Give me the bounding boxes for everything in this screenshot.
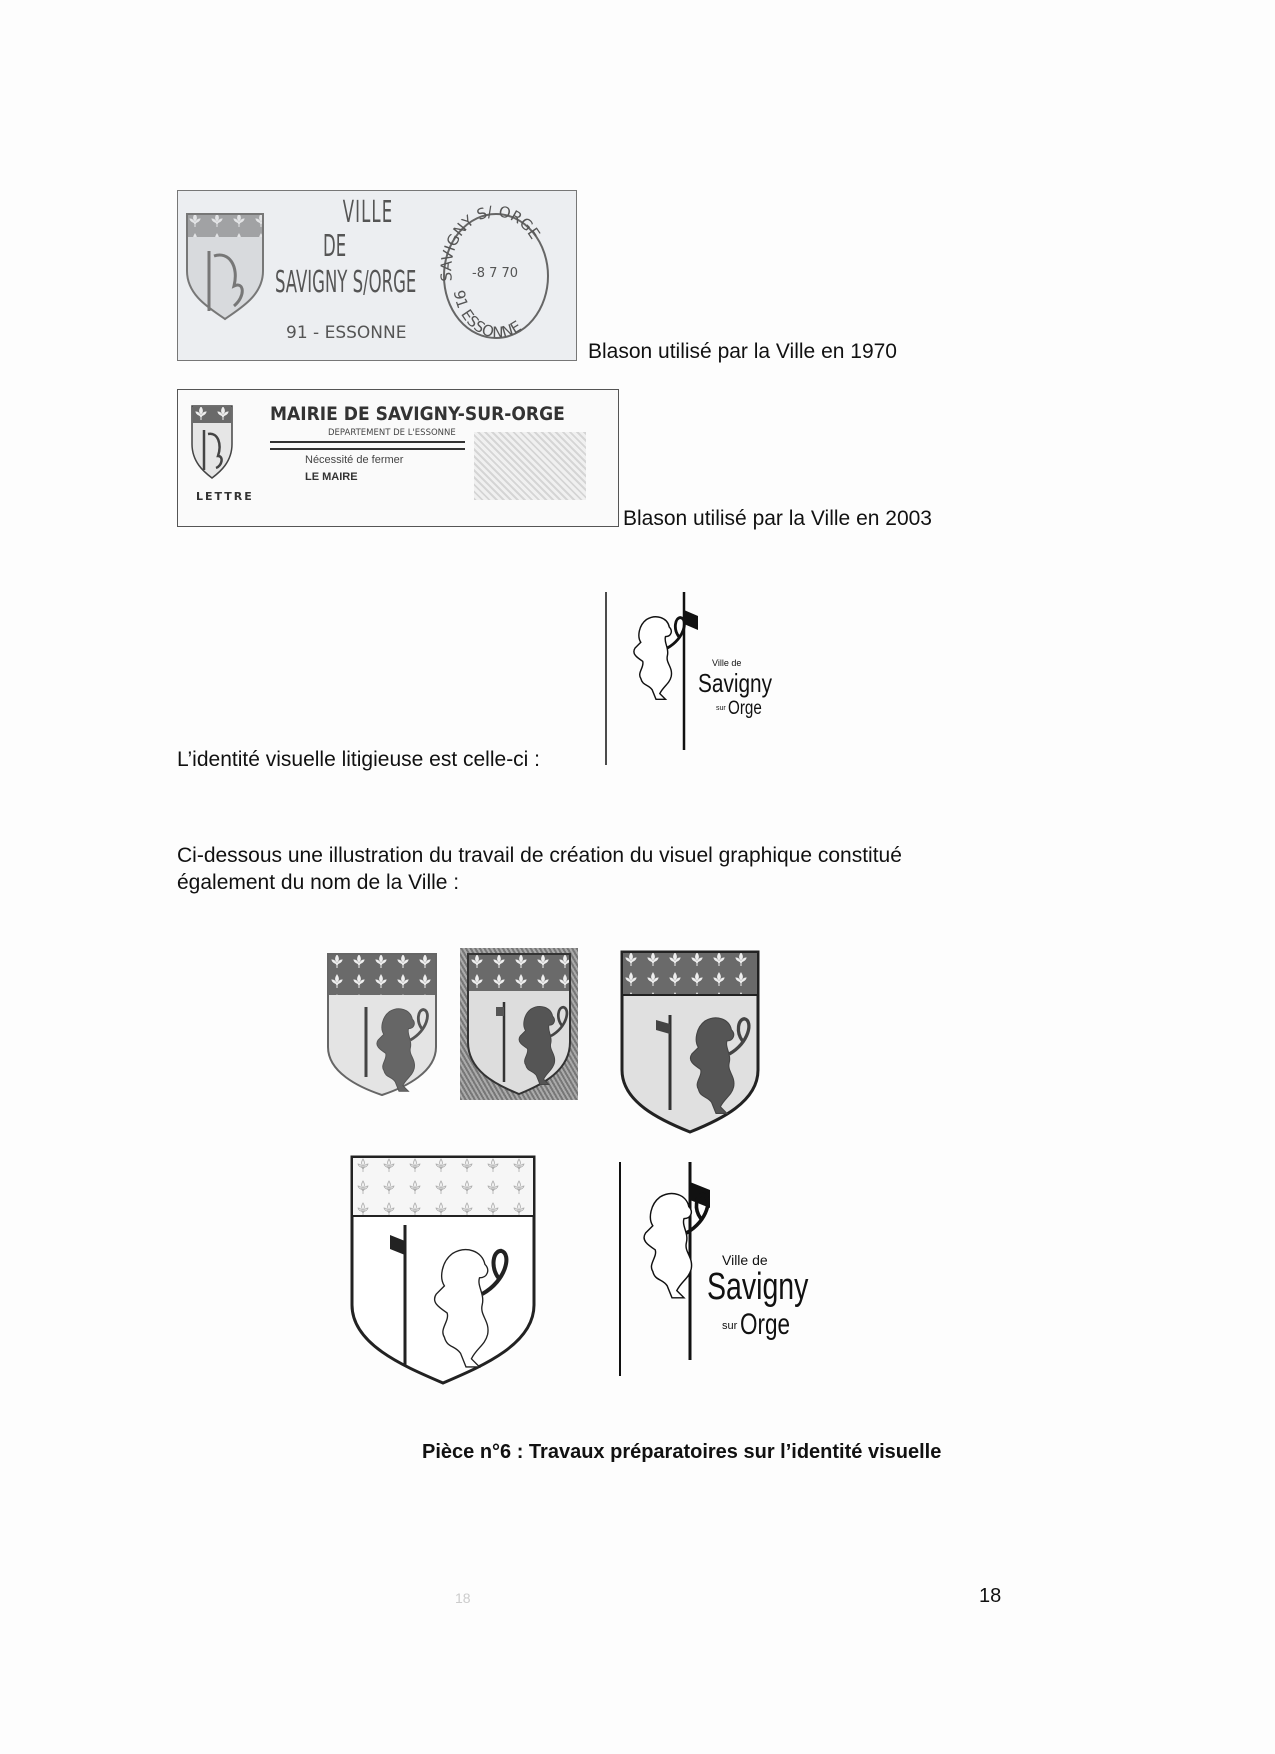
stamp-title: MAIRIE DE SAVIGNY-SUR-ORGE: [270, 403, 565, 425]
coat-of-arms-1970: [184, 211, 266, 321]
identity-logo: [604, 590, 784, 765]
logo-final-savigny: Savigny: [707, 1266, 809, 1308]
postmark: [436, 201, 552, 341]
lion-emblem: [604, 590, 704, 765]
logo-final-ville-de: Ville de: [722, 1252, 768, 1268]
shield-draft-1: [326, 952, 438, 1097]
stamp-2003-image: [177, 389, 619, 527]
shield-draft-3: [620, 950, 760, 1134]
shield-draft-2: [460, 948, 578, 1100]
stamp-line-essonne: 91 - ESSONNE: [286, 323, 407, 343]
coat-of-arms-2003: [190, 404, 234, 480]
stamp-line-ville: VILLE: [342, 195, 394, 230]
stamp-signatory: LE MAIRE: [305, 471, 358, 483]
stamp-line-savigny: SAVIGNY S/ORGE: [275, 265, 417, 300]
shield-final: [350, 1155, 536, 1385]
lion-emblem-final: [592, 1160, 712, 1378]
postmark-top-text: SAVIGNY S/ ORGE: [437, 202, 544, 283]
postmark-date: -8 7 70: [472, 266, 519, 281]
postage-imprint: [474, 432, 586, 500]
logo-final-orge: Orge: [740, 1308, 791, 1341]
identity-intro: L’identité visuelle litigieuse est celle-ci :: [177, 748, 541, 771]
logo-final-sur: sur: [722, 1320, 738, 1332]
caption-1970: Blason utilisé par la Ville en 1970: [588, 340, 897, 363]
illustration-intro-line2: également du nom de la Ville :: [177, 871, 460, 894]
logo-ville-de: Ville de: [712, 658, 742, 668]
stamp-1970-image: [177, 190, 577, 361]
illustration-intro-line1: Ci-dessous une illustration du travail de création du visuel graphique constitué: [177, 844, 902, 867]
logo-sur: sur: [716, 705, 726, 712]
logo-orge: Orge: [728, 698, 762, 719]
stamp-note: Nécessité de fermer: [305, 454, 404, 466]
page-number: 18: [979, 1585, 1002, 1607]
stamp-mark-lettre: LETTRE: [196, 490, 254, 503]
caption-2003: Blason utilisé par la Ville en 2003: [623, 507, 932, 530]
exhibit-caption: Pièce n°6 : Travaux préparatoires sur l’identité visuelle: [422, 1441, 942, 1463]
faint-page-mark: 18: [455, 1590, 471, 1606]
shield-draft-2-shape: [466, 952, 572, 1097]
svg-text:91 ESSONNE: [450, 289, 525, 341]
postmark-bottom-text: 91 ESSONNE: [449, 288, 525, 341]
stamp-line-de: DE: [323, 229, 347, 264]
logo-final: [592, 1160, 809, 1378]
stamp-subtitle: DEPARTEMENT DE L'ESSONNE: [328, 428, 456, 438]
stamp-divider: [270, 441, 465, 450]
logo-savigny: Savigny: [698, 668, 772, 698]
